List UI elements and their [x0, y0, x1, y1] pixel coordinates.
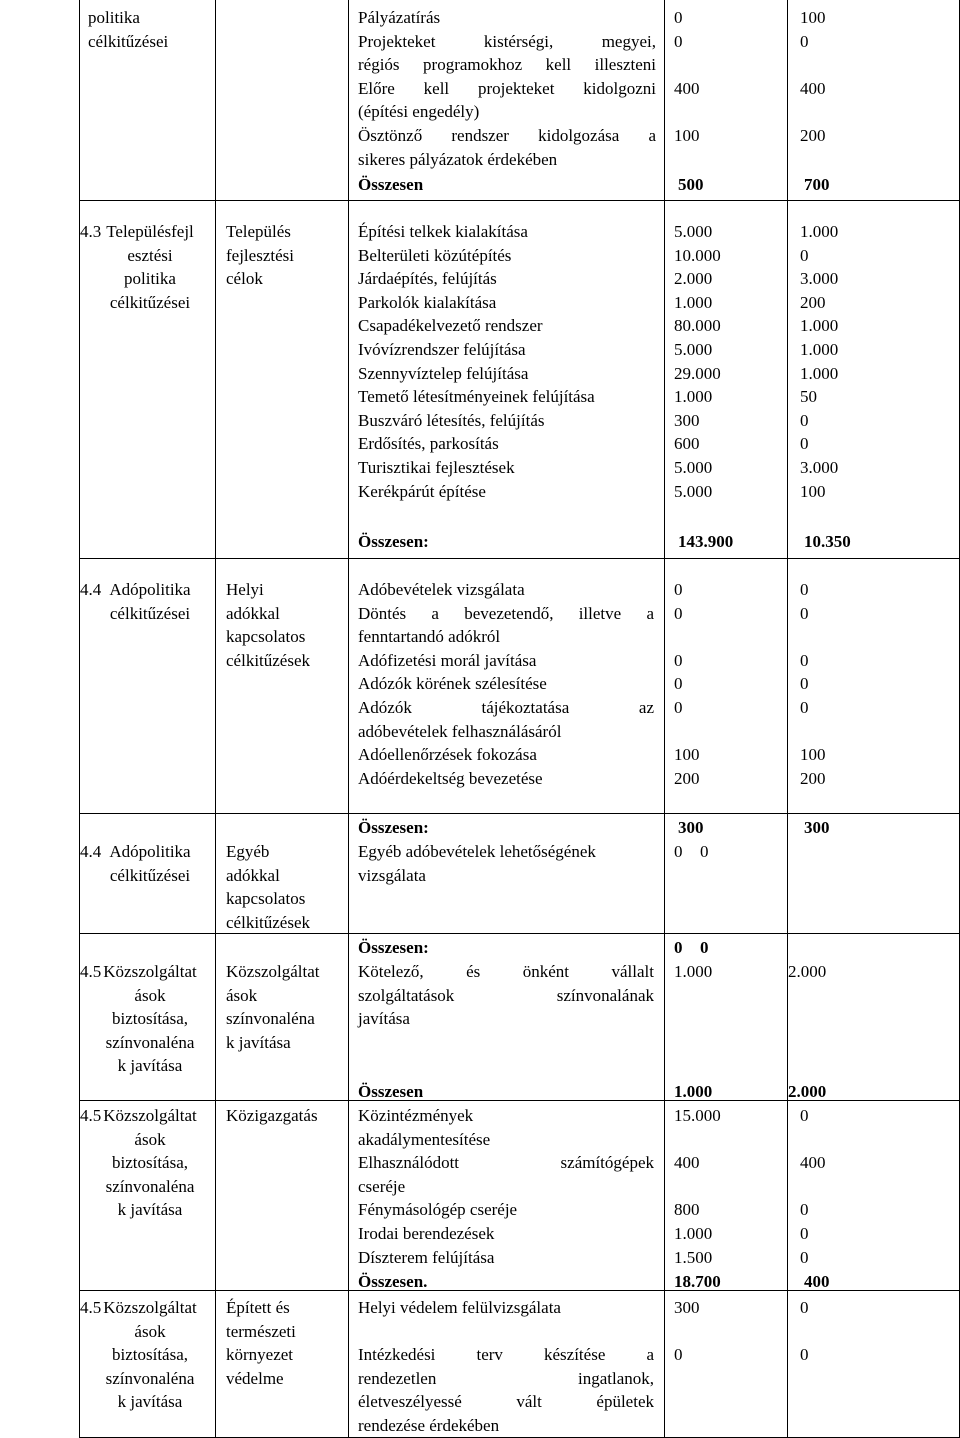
task-item: [358, 1320, 654, 1344]
task-item: Közintézmények: [358, 1106, 474, 1125]
cost-value-b: 2.000: [788, 962, 827, 981]
total-value-b: 10.350: [804, 532, 851, 551]
task-item: Helyi védelem felülvizsgálata: [358, 1298, 561, 1317]
task-item: Elhasználódott számítógépek: [358, 1153, 654, 1173]
section-number: 4.3: [80, 222, 102, 241]
task-item: (építési engedély): [358, 102, 480, 122]
table-col2-border: [348, 0, 349, 1438]
cost-value-a: 0: [674, 842, 683, 861]
cost-value-a: 1.000: [674, 962, 713, 981]
total-value-a: 1.000: [674, 1082, 713, 1101]
total-label: Összesen:: [358, 938, 429, 957]
task-item: régiós programokhoz kell illeszteni: [358, 55, 656, 75]
table-left-border: [79, 0, 80, 1438]
total-label: Összesen:: [358, 532, 429, 551]
task-item: cseréje: [358, 1176, 406, 1196]
task-item: Fénymásológép cseréje: [358, 1200, 518, 1220]
task-item: Kerékpárút építése: [358, 481, 486, 501]
total-value-a: 500: [678, 175, 704, 194]
task-item: Irodai berendezések: [358, 1223, 495, 1243]
section-number: 4.4: [80, 580, 102, 599]
col3-border: [664, 0, 665, 1438]
row-border: [79, 200, 960, 201]
goal-label: Település fejlesztési célok: [226, 222, 294, 289]
task-item: Buszváró létesítés, felújítás: [358, 410, 545, 430]
task-item: Erdősítés, parkosítás: [358, 434, 499, 454]
task-item: Díszterem felújítása: [358, 1247, 495, 1267]
task-item: Adóbevételek vizsgálata: [358, 580, 525, 599]
total-label: Összesen: [358, 175, 424, 194]
task-item: Adófizetési morál javítása: [358, 650, 537, 670]
task-item: Temető létesítményeinek felújítása: [358, 387, 595, 407]
task-item: Ösztönző rendszer kidolgozása a: [358, 125, 656, 145]
cost-column-a: 0 0 400 100: [674, 8, 700, 145]
row-border: [79, 558, 960, 559]
total-label: Összesen.: [358, 1272, 428, 1291]
total-value-a: 300: [678, 818, 704, 837]
cost-column-a: 15.000 400 800 1.000 1.500: [674, 1106, 721, 1267]
task-list: [358, 220, 658, 503]
task-item: Csapadékelvezető rendszer: [358, 316, 543, 336]
task-item: Adóellenőrzések fokozása: [358, 745, 537, 765]
total-label: Összesen:: [358, 818, 429, 837]
task-item: Pályázatírás: [358, 8, 441, 27]
row-border: [79, 933, 960, 934]
objective-label: Adópolitika célkitűzései: [109, 580, 191, 623]
task-item: Döntés a bevezetendő, illetve a: [358, 603, 654, 623]
total-value-a: 18.700: [674, 1272, 721, 1291]
total-value-b: 2.000: [788, 1082, 827, 1101]
task-item: Belterületi közútépítés: [358, 245, 512, 265]
task-item: Előre kell projekteket kidolgozni: [358, 78, 656, 98]
task-item: rendezése érdekében: [358, 1415, 500, 1435]
section-number: 4.5: [80, 1298, 102, 1317]
task-item: Turisztikai fejlesztések: [358, 457, 515, 477]
section-number: 4.4: [80, 842, 102, 861]
task-item: akadálymentesítése: [358, 1129, 491, 1149]
goal-label: Közszolgáltat ások színvonaléna k javítása: [226, 962, 320, 1052]
objective-label: Településfejl esztési politika célkitűzései: [106, 222, 194, 312]
task-item: javítása: [358, 1009, 410, 1029]
task-item: Szennyvíztelep felújítása: [358, 363, 529, 383]
cost-column-b: 100 0 400 200: [800, 8, 826, 145]
total-label: Összesen: [358, 1082, 424, 1101]
cost-column-b: 1.000 0 3.000 200 1.000 1.000 1.000 50 0 0 3.000 100: [800, 222, 839, 501]
objective-label: Közszolgáltat ások biztosítása, színvonaléna k javítása: [103, 962, 197, 1076]
task-list: [358, 1104, 654, 1269]
task-item: Egyéb adóbevételek lehetőségének: [358, 842, 596, 861]
cost-column-b: 0 0 0 0 0 100 200: [800, 580, 826, 788]
total-value-a: 143.900: [678, 532, 734, 551]
task-item: Parkolók kialakítása: [358, 292, 497, 312]
total-value-b: 300: [804, 818, 830, 837]
objective-label: Adópolitika célkitűzései: [109, 842, 191, 885]
task-list: [358, 578, 654, 790]
total-value-b: 0: [700, 938, 709, 957]
task-item: vizsgálata: [358, 865, 426, 885]
task-item: Járdaépítés, felújítás: [358, 269, 497, 289]
cost-value-b: 0: [700, 842, 709, 861]
section-number: 4.5: [80, 1106, 102, 1125]
task-item: Projekteket kistérségi, megyei,: [358, 31, 656, 51]
task-item: Építési telkek kialakítása: [358, 222, 528, 241]
task-item: életveszélyessé vált épületek: [358, 1392, 654, 1412]
task-item: sikeres pályázatok érdekében: [358, 149, 558, 169]
col4-border: [787, 0, 788, 1438]
total-value-b: 400: [804, 1272, 830, 1291]
task-list: [358, 840, 654, 887]
goal-label: Egyéb adókkal kapcsolatos célkitűzések: [226, 842, 311, 932]
task-list: [358, 960, 654, 1031]
task-item: Adóérdekeltség bevezetése: [358, 768, 543, 788]
task-list: [358, 1296, 654, 1438]
cost-column-a: 0 0 0 0 0 100 200: [674, 580, 700, 788]
objective-label: Közszolgáltat ások biztosítása, színvonaléna k javítása: [103, 1106, 197, 1220]
row-border: [79, 1100, 960, 1101]
task-item: Intézkedési terv készítése a: [358, 1345, 654, 1365]
task-item: adóbevételek felhasználásáról: [358, 721, 562, 741]
goal-label: Helyi adókkal kapcsolatos célkitűzések: [226, 580, 311, 670]
goal-label: Közigazgatás: [226, 1106, 318, 1125]
task-item: Kötelező, és önként vállalt: [358, 962, 654, 981]
task-item: Ivóvízrendszer felújítása: [358, 339, 526, 359]
objective-label: Közszolgáltat ások biztosítása, színvonaléna k javítása: [103, 1298, 197, 1412]
goal-label-box: [226, 1296, 338, 1390]
goal-label: Épített és természeti környezet védelme: [226, 1298, 296, 1388]
objective-label: politika célkitűzései: [88, 8, 169, 51]
row-border: [79, 813, 960, 814]
total-value-a: 0: [674, 938, 683, 957]
task-item: fenntartandó adókról: [358, 627, 501, 647]
cost-column-b: 0 400 0 0 0: [800, 1106, 826, 1267]
task-list: [358, 6, 656, 171]
section-number: 4.5: [80, 962, 102, 981]
task-item: Adózók körének szélesítése: [358, 674, 547, 694]
cost-column-a: 300 0: [674, 1298, 700, 1365]
task-item: rendezetlen ingatlanok,: [358, 1368, 654, 1388]
task-item: szolgáltatások színvonalának: [358, 985, 654, 1005]
cost-column-a: 5.000 10.000 2.000 1.000 80.000 5.000 29.000 1.000 300 600 5.000 5.000: [674, 222, 721, 501]
table-col1-border: [215, 0, 216, 1438]
task-item: Adózók tájékoztatása az: [358, 697, 654, 717]
cost-column-b: 0 0: [800, 1298, 809, 1365]
total-value-b: 700: [804, 175, 830, 194]
